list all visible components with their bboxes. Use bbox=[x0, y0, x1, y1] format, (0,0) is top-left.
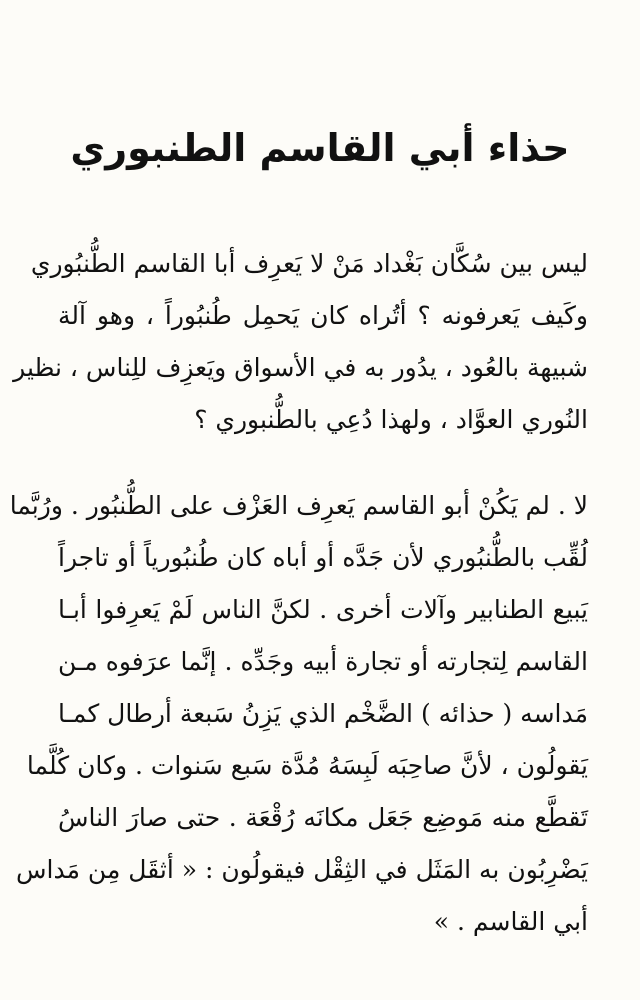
text-line: أبي القاسم . » bbox=[433, 907, 588, 936]
text-line: القاسم لِتجارته أو تجارة أبيه وجَدِّه . إنَّما عرَفوه مـن bbox=[58, 647, 588, 676]
text-line: وكَيف يَعرفونه ؟ أتُراه كان يَحمِل طُنبُوراً ، وهو آلة bbox=[58, 301, 588, 330]
paragraph-2 bbox=[9, 480, 588, 948]
text-line: لُقِّب بالطُّنبُوري لأن جَدَّه أو أباه كان طُنبُورياً أو تاجراً bbox=[58, 543, 588, 572]
text-line: مَداسه ( حذائه ) الضَّخْم الذي يَزِنُ سَبعة أرطال كمـا bbox=[57, 699, 588, 728]
text-line: ليس بين سُكَّان بَغْداد مَنْ لا يَعرِف أبا القاسم الطُّنبُوري bbox=[30, 249, 588, 278]
text-line: شبيهة بالعُود ، يدُور به في الأسواق ويَعزِف للِناس ، نظير bbox=[13, 353, 588, 382]
text-line: يَبيع الطنابير وآلات أخرى . لكنَّ الناس لَمْ يَعرِفوا أبـا bbox=[58, 595, 588, 624]
text-line: لا . لم يَكُنْ أبو القاسم يَعرِف العَزْف على الطُّنبُور . ورُبَّما bbox=[9, 491, 588, 520]
text-line: يَضْرِبُون به المَثَل في الثِقْل فيقولُون : « أثقَل مِن مَداس bbox=[15, 855, 588, 884]
paragraph-1 bbox=[13, 238, 588, 446]
text-line: النُوري العوَّاد ، ولهذا دُعِي بالطُّنبوري ؟ bbox=[194, 405, 588, 434]
chapter-title: حذاء أبي القاسم الطنبوري bbox=[70, 126, 570, 170]
text-line: تَقطَّع منه مَوضِع جَعَل مكانَه رُقْعَة . حتى صارَ الناسُ bbox=[58, 803, 588, 832]
text-line: يَقولُون ، لأنَّ صاحِبَه لَبِسَهُ مُدَّة سَبع سَنوات . وكان كُلَّما bbox=[26, 751, 588, 780]
